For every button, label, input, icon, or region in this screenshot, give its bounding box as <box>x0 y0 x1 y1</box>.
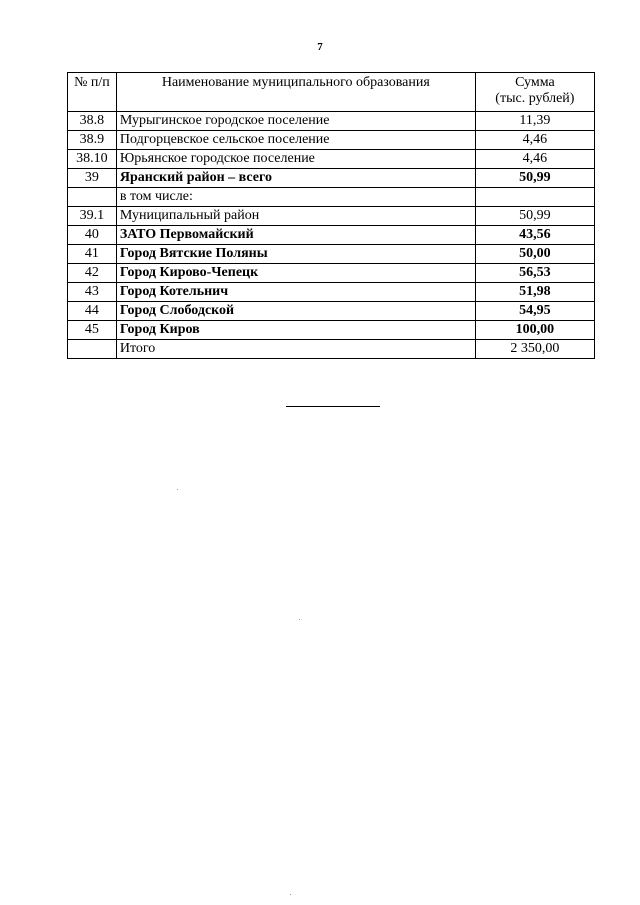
row-sum: 56,53 <box>475 264 594 283</box>
row-sum: 100,00 <box>475 321 594 340</box>
table-row <box>68 226 595 245</box>
row-name: Город Котельнич <box>116 283 475 302</box>
end-of-table-rule <box>286 406 380 407</box>
row-sum <box>475 188 594 207</box>
row-name: Мурыгинское городское поселение <box>116 112 475 131</box>
scan-speck <box>290 894 291 895</box>
table-row <box>68 112 595 131</box>
row-name: ЗАТО Первомайский <box>116 226 475 245</box>
table-row <box>68 302 595 321</box>
row-name: Город Слободской <box>116 302 475 321</box>
row-num: 40 <box>68 226 117 245</box>
table-row <box>68 245 595 264</box>
total-label: Итого <box>116 340 475 359</box>
total-row <box>68 340 595 359</box>
total-sum: 2 350,00 <box>475 340 594 359</box>
row-sum: 43,56 <box>475 226 594 245</box>
row-sum: 4,46 <box>475 131 594 150</box>
table-row <box>68 264 595 283</box>
table-row <box>68 283 595 302</box>
total-num <box>68 340 117 359</box>
row-num: 38.9 <box>68 131 117 150</box>
row-sum: 51,98 <box>475 283 594 302</box>
header-sum-line2: (тыс. рублей) <box>495 91 575 106</box>
page-number: 7 <box>317 41 323 53</box>
row-num: 38.8 <box>68 112 117 131</box>
row-name: Яранский район – всего <box>116 169 475 188</box>
row-name: Город Кирово-Чепецк <box>116 264 475 283</box>
table-row <box>68 131 595 150</box>
row-sum: 11,39 <box>475 112 594 131</box>
row-num: 45 <box>68 321 117 340</box>
table-header-row <box>68 73 595 112</box>
row-num: 42 <box>68 264 117 283</box>
header-name: Наименование муниципального образования <box>116 73 475 112</box>
row-sum: 50,99 <box>475 169 594 188</box>
row-name: Город Киров <box>116 321 475 340</box>
row-sum: 50,00 <box>475 245 594 264</box>
row-num: 38.10 <box>68 150 117 169</box>
row-num <box>68 188 117 207</box>
row-num: 39 <box>68 169 117 188</box>
scan-speck <box>299 619 300 620</box>
table-row <box>68 321 595 340</box>
row-num: 44 <box>68 302 117 321</box>
row-name: Город Вятские Поляны <box>116 245 475 264</box>
row-sum: 50,99 <box>475 207 594 226</box>
header-num: № п/п <box>68 73 117 112</box>
row-sum: 54,95 <box>475 302 594 321</box>
row-name: Подгорцевское сельское поселение <box>116 131 475 150</box>
row-num: 43 <box>68 283 117 302</box>
header-sum <box>475 73 594 112</box>
table-row <box>68 150 595 169</box>
table-row <box>68 207 595 226</box>
row-name: в том числе: <box>116 188 475 207</box>
table-row <box>68 169 595 188</box>
scan-speck <box>177 489 178 490</box>
allocation-table <box>67 72 595 359</box>
row-name: Юрьянское городское поселение <box>116 150 475 169</box>
row-num: 41 <box>68 245 117 264</box>
row-name: Муниципальный район <box>116 207 475 226</box>
row-num: 39.1 <box>68 207 117 226</box>
header-sum-line1: Сумма <box>515 75 555 90</box>
row-sum: 4,46 <box>475 150 594 169</box>
table-row <box>68 188 595 207</box>
